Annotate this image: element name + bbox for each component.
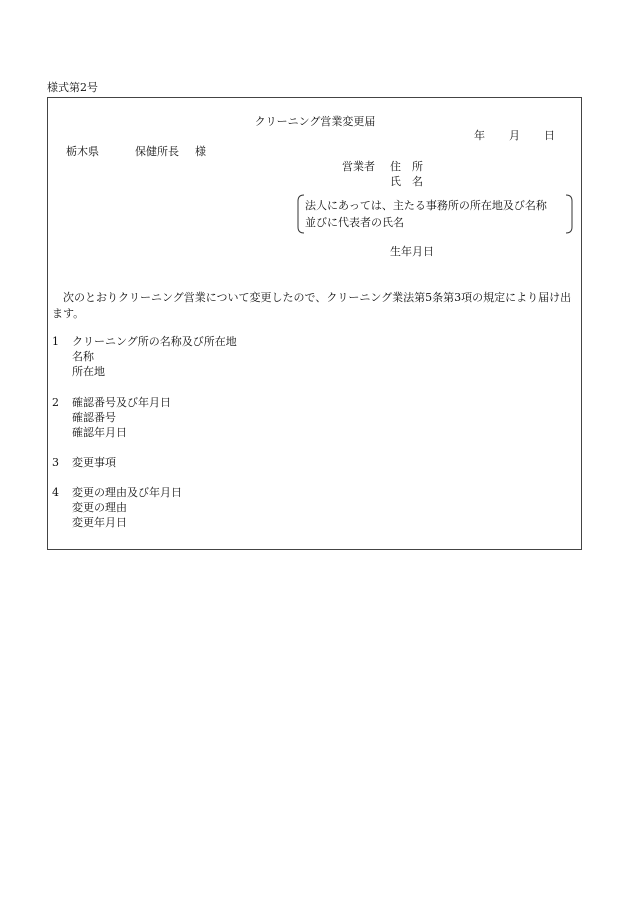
corporate-note-line-2: 並びに代表者の氏名 xyxy=(305,215,404,229)
addressee-office-head: 保健所長 xyxy=(135,145,179,158)
section-title: 変更の理由及び年月日 xyxy=(72,486,182,499)
operator-label: 営業者 xyxy=(342,160,375,173)
section-number: 2 xyxy=(52,396,59,409)
section-title: 変更事項 xyxy=(72,456,116,469)
section-title: クリーニング所の名称及び所在地 xyxy=(72,335,237,348)
section-title: 確認番号及び年月日 xyxy=(72,396,171,409)
form-number-label: 様式第2号 xyxy=(47,81,98,94)
section-2-item-confirmation-date: 確認年月日 xyxy=(72,426,127,439)
section-4-item-reason: 変更の理由 xyxy=(72,501,127,514)
address-label: 住 所 xyxy=(390,160,423,173)
section-3-heading xyxy=(52,456,116,471)
section-number: 1 xyxy=(52,335,59,348)
date-day-label: 日 xyxy=(544,129,555,142)
birthdate-label: 生年月日 xyxy=(390,245,434,258)
section-1-item-name: 名称 xyxy=(72,350,94,363)
section-2-item-confirmation-number: 確認番号 xyxy=(72,411,116,424)
section-1-item-location: 所在地 xyxy=(72,365,105,378)
section-number: 4 xyxy=(52,486,59,499)
intro-paragraph: 次のとおりクリーニング営業について変更したので、クリーニング業法第5条第3項の規定により届け出ます。 xyxy=(52,291,572,320)
corporate-note-line-1: 法人にあっては、主たる事務所の所在地及び名称 xyxy=(305,199,547,212)
document-title: クリーニング営業変更届 xyxy=(254,115,376,128)
section-4-item-date: 変更年月日 xyxy=(72,516,127,529)
date-month-label: 月 xyxy=(509,129,520,142)
section-number: 3 xyxy=(52,456,59,469)
addressee-honorific: 様 xyxy=(195,145,206,158)
corporate-note-bracket xyxy=(297,194,573,234)
name-label: 氏 名 xyxy=(390,175,423,188)
section-2-heading xyxy=(52,396,171,411)
section-4-heading xyxy=(52,486,182,501)
section-1-heading xyxy=(52,335,237,350)
form-border xyxy=(47,97,582,550)
date-year-label: 年 xyxy=(474,129,485,142)
addressee-prefecture: 栃木県 xyxy=(66,145,99,158)
